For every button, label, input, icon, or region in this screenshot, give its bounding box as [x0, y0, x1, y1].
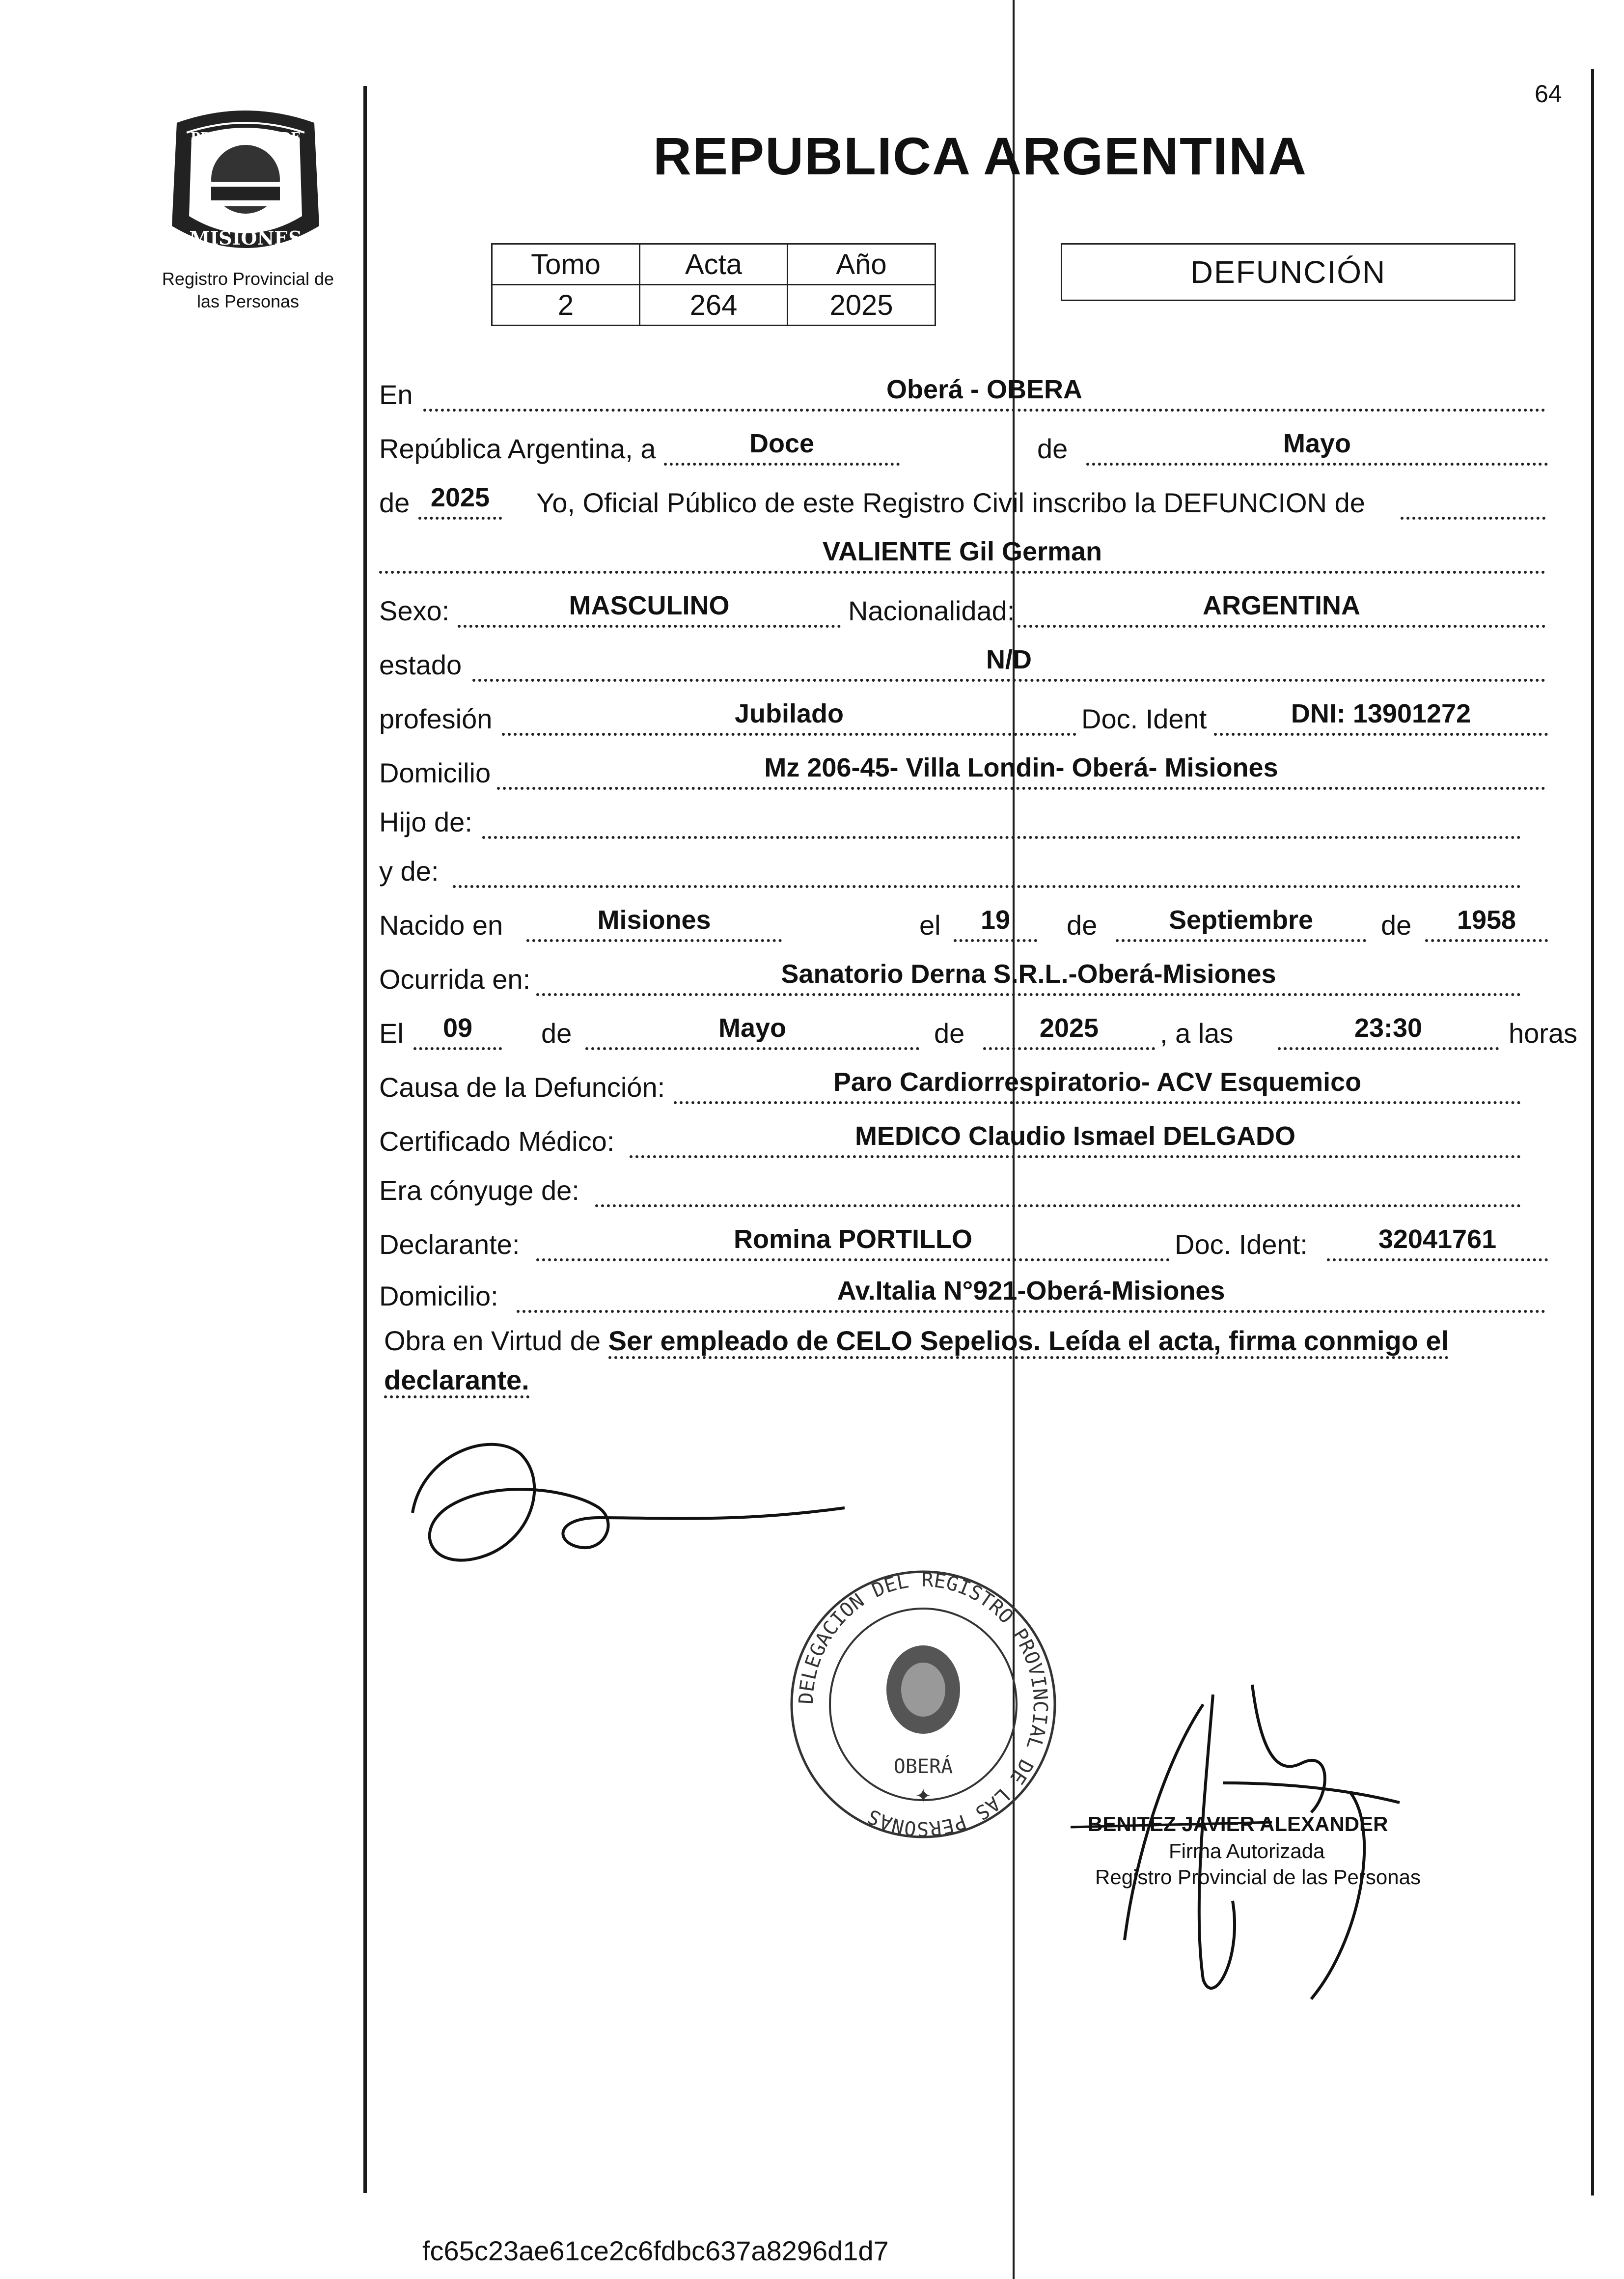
domicilio-value: Mz 206-45- Villa Londin- Oberá- Misiones [764, 753, 1278, 782]
ocurrida-value: Sanatorio Derna S.R.L.-Oberá-Misiones [781, 959, 1276, 989]
de2-label: de [379, 487, 410, 518]
nacionalidad-value: ARGENTINA [1203, 591, 1360, 620]
ref-header-tomo: Tomo [492, 244, 640, 285]
ref-value-anio: 2025 [788, 285, 936, 326]
logo-text-bottom: MISIONES [189, 227, 302, 249]
nacionalidad-label: Nacionalidad: [848, 595, 1015, 626]
def-de2-label: de [934, 1018, 965, 1049]
dia-value: Doce [749, 429, 815, 458]
nac-de2-label: de [1381, 910, 1412, 941]
row-fecha-inscripcion [379, 429, 1545, 468]
document-hash: fc65c23ae61ce2c6fdbc637a8296d1d7 [422, 2235, 889, 2266]
nacido-value: Misiones [597, 905, 711, 935]
alas-label: , a las [1160, 1018, 1234, 1049]
domicilio2-value: Av.Italia N°921-Oberá-Misiones [837, 1276, 1225, 1306]
estado-label: estado [379, 649, 462, 680]
el-label: el [919, 910, 941, 941]
doc-label: Doc. Ident [1081, 703, 1207, 734]
row-estado [379, 645, 1545, 684]
el2-label: El [379, 1018, 404, 1049]
issuer-line-2: las Personas [196, 291, 300, 311]
ocurrida-label: Ocurrida en: [379, 964, 531, 995]
row-conyuge [379, 1174, 1545, 1209]
right-margin-rule [1591, 69, 1594, 2196]
obra-label: Obra en Virtud de [384, 1325, 601, 1356]
row-en [379, 375, 1545, 414]
yde-label: y de: [379, 856, 439, 887]
row-anio-inscribo [379, 483, 1545, 522]
causa-value: Paro Cardiorrespiratorio- ACV Esquemico [833, 1067, 1362, 1097]
conyuge-label: Era cónyuge de: [379, 1175, 579, 1206]
hijo-label: Hijo de: [379, 806, 472, 837]
stamp-center-text: OBERÁ [893, 1755, 953, 1778]
en-label: En [379, 379, 413, 410]
ref-header-acta: Acta [640, 244, 788, 285]
en-value: Oberá - OBERA [886, 375, 1083, 404]
doc2-value: 32041761 [1378, 1224, 1497, 1254]
official-office: Registro Provincial de las Personas [1095, 1865, 1421, 1889]
de-label: de [1037, 433, 1068, 464]
mes-value: Mayo [1283, 429, 1351, 458]
def-mes: Mayo [718, 1013, 787, 1043]
certificado-value: MEDICO Claudio Ismael DELGADO [854, 1121, 1296, 1151]
domicilio2-label: Domicilio: [379, 1280, 498, 1311]
row-y-de [379, 855, 1545, 890]
official-role: Firma Autorizada [1169, 1839, 1325, 1862]
doc2-label: Doc. Ident: [1175, 1229, 1308, 1260]
republica-label: República Argentina, a [379, 433, 656, 464]
causa-label: Causa de la Defunción: [379, 1072, 665, 1103]
issuer-label [150, 268, 346, 313]
logo-text-top: PROVINCIA DE [191, 130, 301, 145]
declarante-label: Declarante: [379, 1229, 520, 1260]
declarante-value: Romina PORTILLO [734, 1224, 972, 1254]
nac-de-label: de [1067, 910, 1098, 941]
domicilio-label: Domicilio [379, 757, 491, 788]
obra-value: Ser empleado de CELO Sepelios. Leída el acta, firma conmigo el declarante. [384, 1325, 1449, 1398]
nacido-label: Nacido en [379, 910, 503, 941]
row-fecha-defuncion [379, 1013, 1578, 1052]
stamp-ring-text: DELEGACION DEL REGISTRO PROVINCIAL DE LAS PERSONAS [795, 1568, 1052, 1840]
nac-mes: Septiembre [1168, 905, 1314, 935]
row-declarante [379, 1224, 1545, 1263]
inscribo-text: Yo, Oficial Público de este Registro Civil inscribo la DEFUNCION de [536, 487, 1365, 518]
row-sexo [379, 591, 1545, 630]
ref-value-acta: 264 [640, 285, 788, 326]
profesion-label: profesión [379, 703, 493, 734]
nac-dia: 19 [980, 905, 1011, 935]
nac-anio: 1958 [1457, 905, 1516, 935]
official-name: BENITEZ JAVIER ALEXANDER [1088, 1812, 1388, 1835]
ref-header-anio: Año [788, 244, 936, 285]
doc-value: DNI: 13901272 [1291, 699, 1471, 728]
left-margin-rule [363, 86, 367, 2193]
issuer-line-1: Registro Provincial de [162, 269, 334, 289]
row-causa [379, 1067, 1545, 1106]
horas-label: horas [1509, 1018, 1578, 1049]
obra-en-virtud [384, 1321, 1582, 1400]
row-certificado [379, 1121, 1545, 1160]
def-dia: 09 [442, 1013, 473, 1043]
page-number: 64 [1535, 80, 1562, 108]
document-title: REPUBLICA ARGENTINA [653, 126, 1307, 186]
anio-value: 2025 [430, 483, 490, 512]
row-domicilio-declarante [379, 1276, 1545, 1315]
row-ocurrida [379, 959, 1545, 998]
svg-text:✦: ✦ [915, 1785, 932, 1807]
estado-value: N/D [986, 645, 1032, 674]
row-hijo [379, 806, 1545, 841]
act-reference-table [491, 243, 936, 326]
def-anio: 2025 [1039, 1013, 1099, 1043]
certificado-label: Certificado Médico: [379, 1126, 615, 1157]
row-nombre [379, 537, 1545, 576]
act-type-box: DEFUNCIÓN [1061, 243, 1515, 301]
def-de-label: de [541, 1018, 572, 1049]
def-hora: 23:30 [1354, 1013, 1423, 1043]
official-stamp [786, 1567, 1061, 1842]
row-domicilio [379, 753, 1545, 792]
profesion-value: Jubilado [734, 699, 844, 728]
row-nacido [379, 905, 1545, 944]
ref-value-tomo: 2 [492, 285, 640, 326]
nombre-value: VALIENTE Gil German [822, 537, 1102, 566]
province-seal-logo [157, 103, 334, 265]
sexo-label: Sexo: [379, 595, 450, 626]
sexo-value: MASCULINO [569, 591, 730, 620]
row-profesion [379, 699, 1545, 738]
